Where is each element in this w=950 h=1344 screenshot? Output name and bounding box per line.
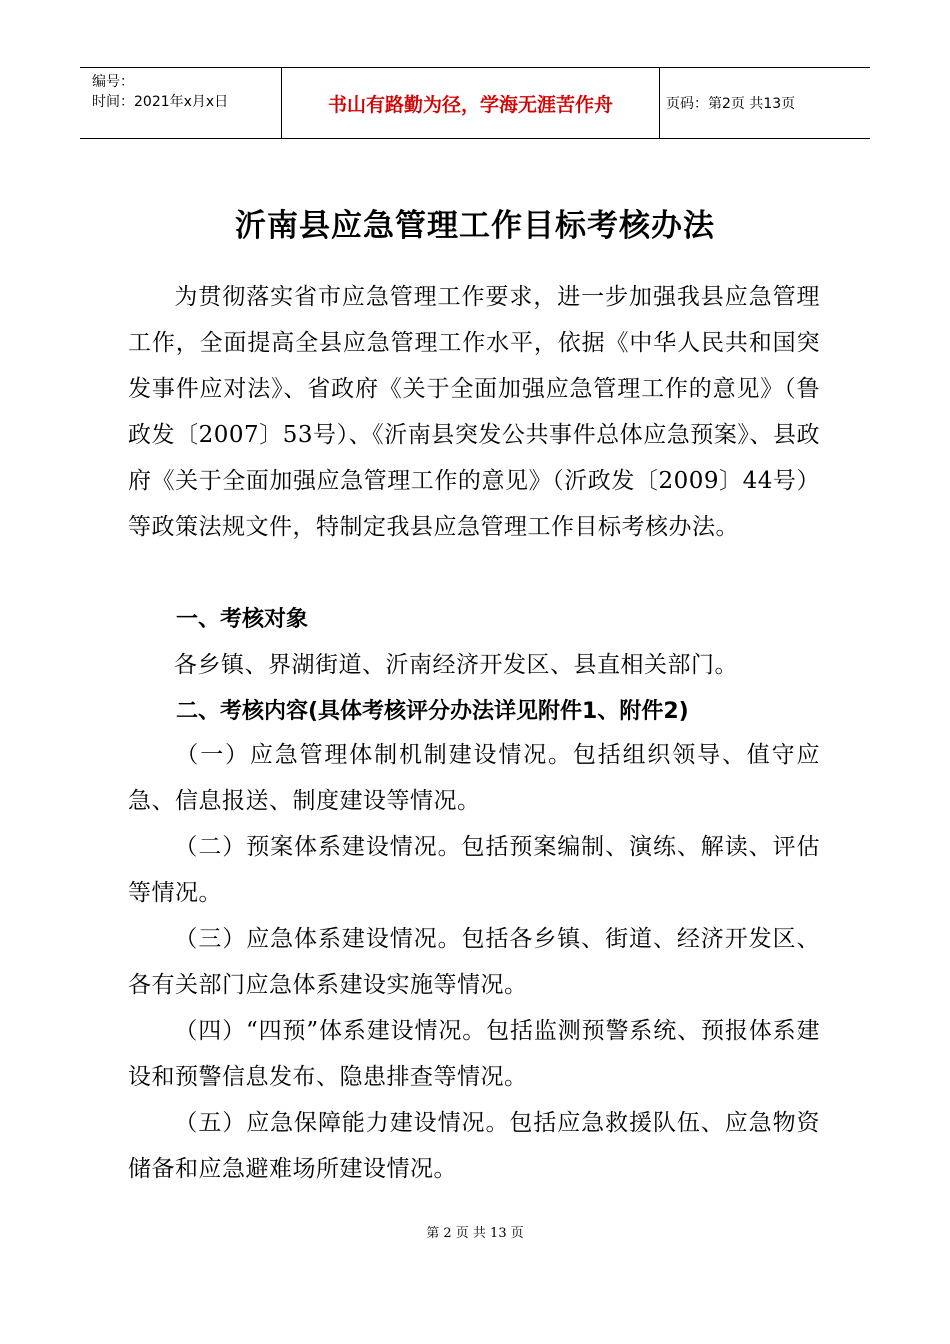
section1-text: 各乡镇、界湖街道、沂南经济开发区、县直相关部门。 <box>174 652 738 678</box>
item1-text: （一）应急管理体制机制建设情况。包括组织领导、值守应急、信息报送、制度建设等情况。 <box>128 742 820 814</box>
document-date: 时间：2021年x月x日 <box>92 94 229 110</box>
header-meta <box>80 68 282 138</box>
header-motto: 书山有路勤为径，学海无涯苦作舟 <box>282 68 660 138</box>
item4-text: （四）“四预”体系建设情况。包括监测预警系统、预报体系建设和预警信息发布、隐患排查等情况。 <box>128 1018 820 1090</box>
item4-paragraph <box>128 1008 820 1100</box>
item3-text: （三）应急体系建设情况。包括各乡镇、街道、经济开发区、各有关部门应急体系建设实施等情况。 <box>128 926 820 998</box>
item5-paragraph <box>128 1100 820 1192</box>
item2-text: （二）预案体系建设情况。包括预案编制、演练、解读、评估等情况。 <box>128 834 820 906</box>
intro-text: 为贯彻落实省市应急管理工作要求，进一步加强我县应急管理工作，全面提高全县应急管理工作水平，依据《中华人民共和国突发事件应对法》、省政府《关于全面加强应急管理工作的意见》（鲁政发〔2007〕53号）、《沂南县突发公共事件总体应急预案》、县政府《关于全面加强应急管理工作的意见》（沂政发〔2009〕44号）等政策法规文件，特制定我县应急管理工作目标考核办法。 <box>128 284 820 540</box>
item5-text: （五）应急保障能力建设情况。包括应急救援队伍、应急物资储备和应急避难场所建设情况。 <box>128 1110 820 1182</box>
item2-paragraph <box>128 824 820 916</box>
section1-heading: 一、考核对象 <box>176 607 309 632</box>
section2-heading: 二、考核内容(具体考核评分办法详见附件1、附件2) <box>176 699 689 724</box>
header-table <box>80 67 870 139</box>
header-page-info: 页码：第2页 共13页 <box>666 96 796 112</box>
document-title: 沂南县应急管理工作目标考核办法 <box>235 208 715 244</box>
page-footer: 第 2 页 共 13 页 <box>426 1226 524 1241</box>
section1-paragraph <box>128 642 820 688</box>
item1-paragraph <box>128 732 820 824</box>
item3-paragraph <box>128 916 820 1008</box>
document-number-label: 编号： <box>92 74 134 90</box>
intro-paragraph <box>128 274 820 550</box>
